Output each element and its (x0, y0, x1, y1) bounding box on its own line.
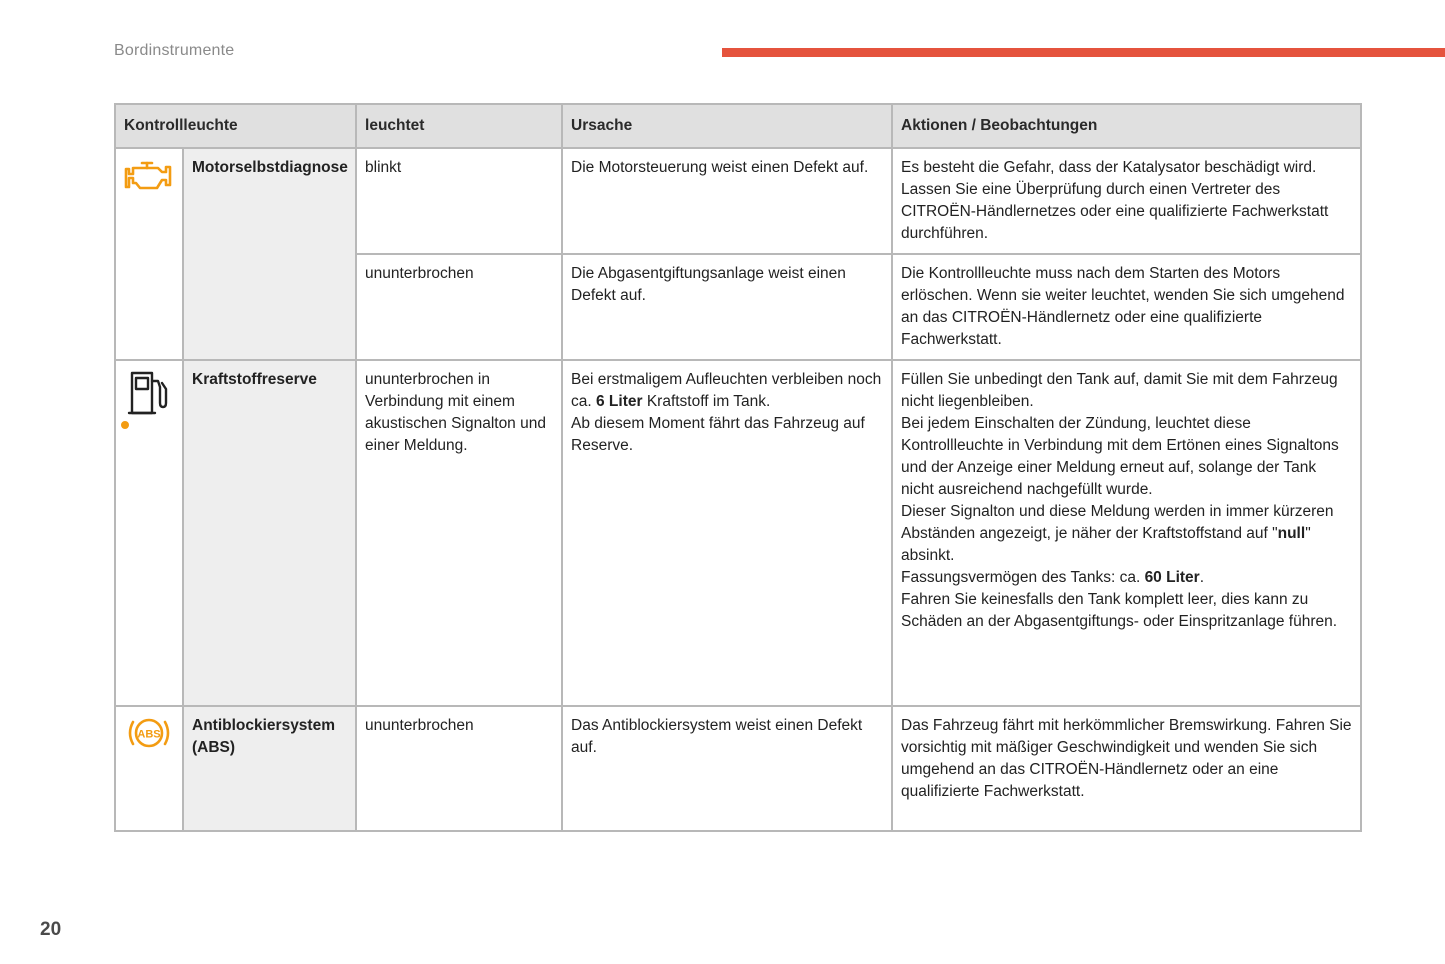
table-row (115, 148, 1361, 254)
engine-name-cell: Motorselbstdiagnose (183, 148, 356, 360)
fuel-action-p3: Dieser Signalton und diese Meldung werden in immer kürzeren Abständen angezeigt, je näher der Kraftstoffstand auf "null" absinkt. (901, 503, 1334, 564)
abs-warning-icon (124, 728, 174, 757)
engine-state-2: ununterbrochen (356, 254, 562, 360)
fuel-pump-icon (124, 406, 174, 423)
header-aktionen: Aktionen / Beobachtungen (892, 104, 1361, 148)
warning-lights-table (114, 103, 1362, 832)
abs-state: ununterbrochen (356, 706, 562, 831)
svg-text:ABS: ABS (137, 728, 161, 741)
fuel-icon-cell (115, 360, 183, 706)
header-kontrollleuchte: Kontrollleuchte (115, 104, 356, 148)
engine-cause-1: Die Motorsteuerung weist einen Defekt auf. (562, 148, 892, 254)
engine-action-1: Es besteht die Gefahr, dass der Katalysator beschädigt wird. Lassen Sie eine Überprüfung durch einen Vertreter des CITROËN-Händlernetzes oder eine qualifizierte Fachwerkstatt durchführen. (892, 148, 1361, 254)
fuel-cause-line-1: Bei erstmaligem Aufleuchten verbleiben noch ca. 6 Liter Kraftstoff im Tank. (571, 371, 882, 410)
engine-cause-2: Die Abgasentgiftungsanlage weist einen Defekt auf. (562, 254, 892, 360)
orange-dot-indicator (121, 421, 129, 429)
fuel-cause (562, 360, 892, 706)
page-number: 20 (40, 919, 62, 940)
abs-cause: Das Antiblockiersystem weist einen Defekt auf. (562, 706, 892, 831)
abs-name-cell: Antiblockiersystem (ABS) (183, 706, 356, 831)
fuel-name-cell: Kraftstoffreserve (183, 360, 356, 706)
fuel-cause-line-2: Ab diesem Moment fährt das Fahrzeug auf Reserve. (571, 415, 865, 454)
table-row (115, 360, 1361, 706)
header-ursache: Ursache (562, 104, 892, 148)
header-leuchtet: leuchtet (356, 104, 562, 148)
section-title: Bordinstrumente (114, 42, 235, 59)
fuel-action-p2: Bei jedem Einschalten der Zündung, leuchtet diese Kontrollleuchte in Verbindung mit dem Ertönen eines Signaltons und der Anzeige einer Meldung erneut auf, solange der Tank nicht ausreichend nachgefüllt wurde. (901, 415, 1339, 498)
fuel-state: ununterbrochen in Verbindung mit einem akustischen Signalton und einer Meldung. (356, 360, 562, 706)
engine-icon-cell (115, 148, 183, 360)
abs-action: Das Fahrzeug fährt mit herkömmlicher Bremswirkung. Fahren Sie vorsichtig mit mäßiger Geschwindigkeit und wenden Sie sich umgehend an das CITROËN-Händlernetz oder an eine qualifizierte Fachwerkstatt. (892, 706, 1361, 831)
abs-icon-cell (115, 706, 183, 831)
fuel-action-p1: Füllen Sie unbedingt den Tank auf, damit Sie mit dem Fahrzeug nicht liegenbleiben. (901, 371, 1338, 410)
engine-warning-icon (124, 182, 174, 199)
table-row (115, 706, 1361, 831)
accent-bar (722, 48, 1445, 57)
engine-state-1: blinkt (356, 148, 562, 254)
engine-action-2: Die Kontrollleuchte muss nach dem Starten des Motors erlöschen. Wenn sie weiter leuchtet, wenden Sie sich umgehend an das CITROËN-Händlernetz oder eine qualifizierte Fachwerkstatt. (892, 254, 1361, 360)
fuel-action-p4: Fassungsvermögen des Tanks: ca. 60 Liter. (901, 569, 1205, 586)
table-header-row (115, 104, 1361, 148)
fuel-action (892, 360, 1361, 706)
fuel-action-p5: Fahren Sie keinesfalls den Tank komplett leer, dies kann zu Schäden an der Abgasentgiftungs- oder Einspritzanlage führen. (901, 591, 1338, 630)
